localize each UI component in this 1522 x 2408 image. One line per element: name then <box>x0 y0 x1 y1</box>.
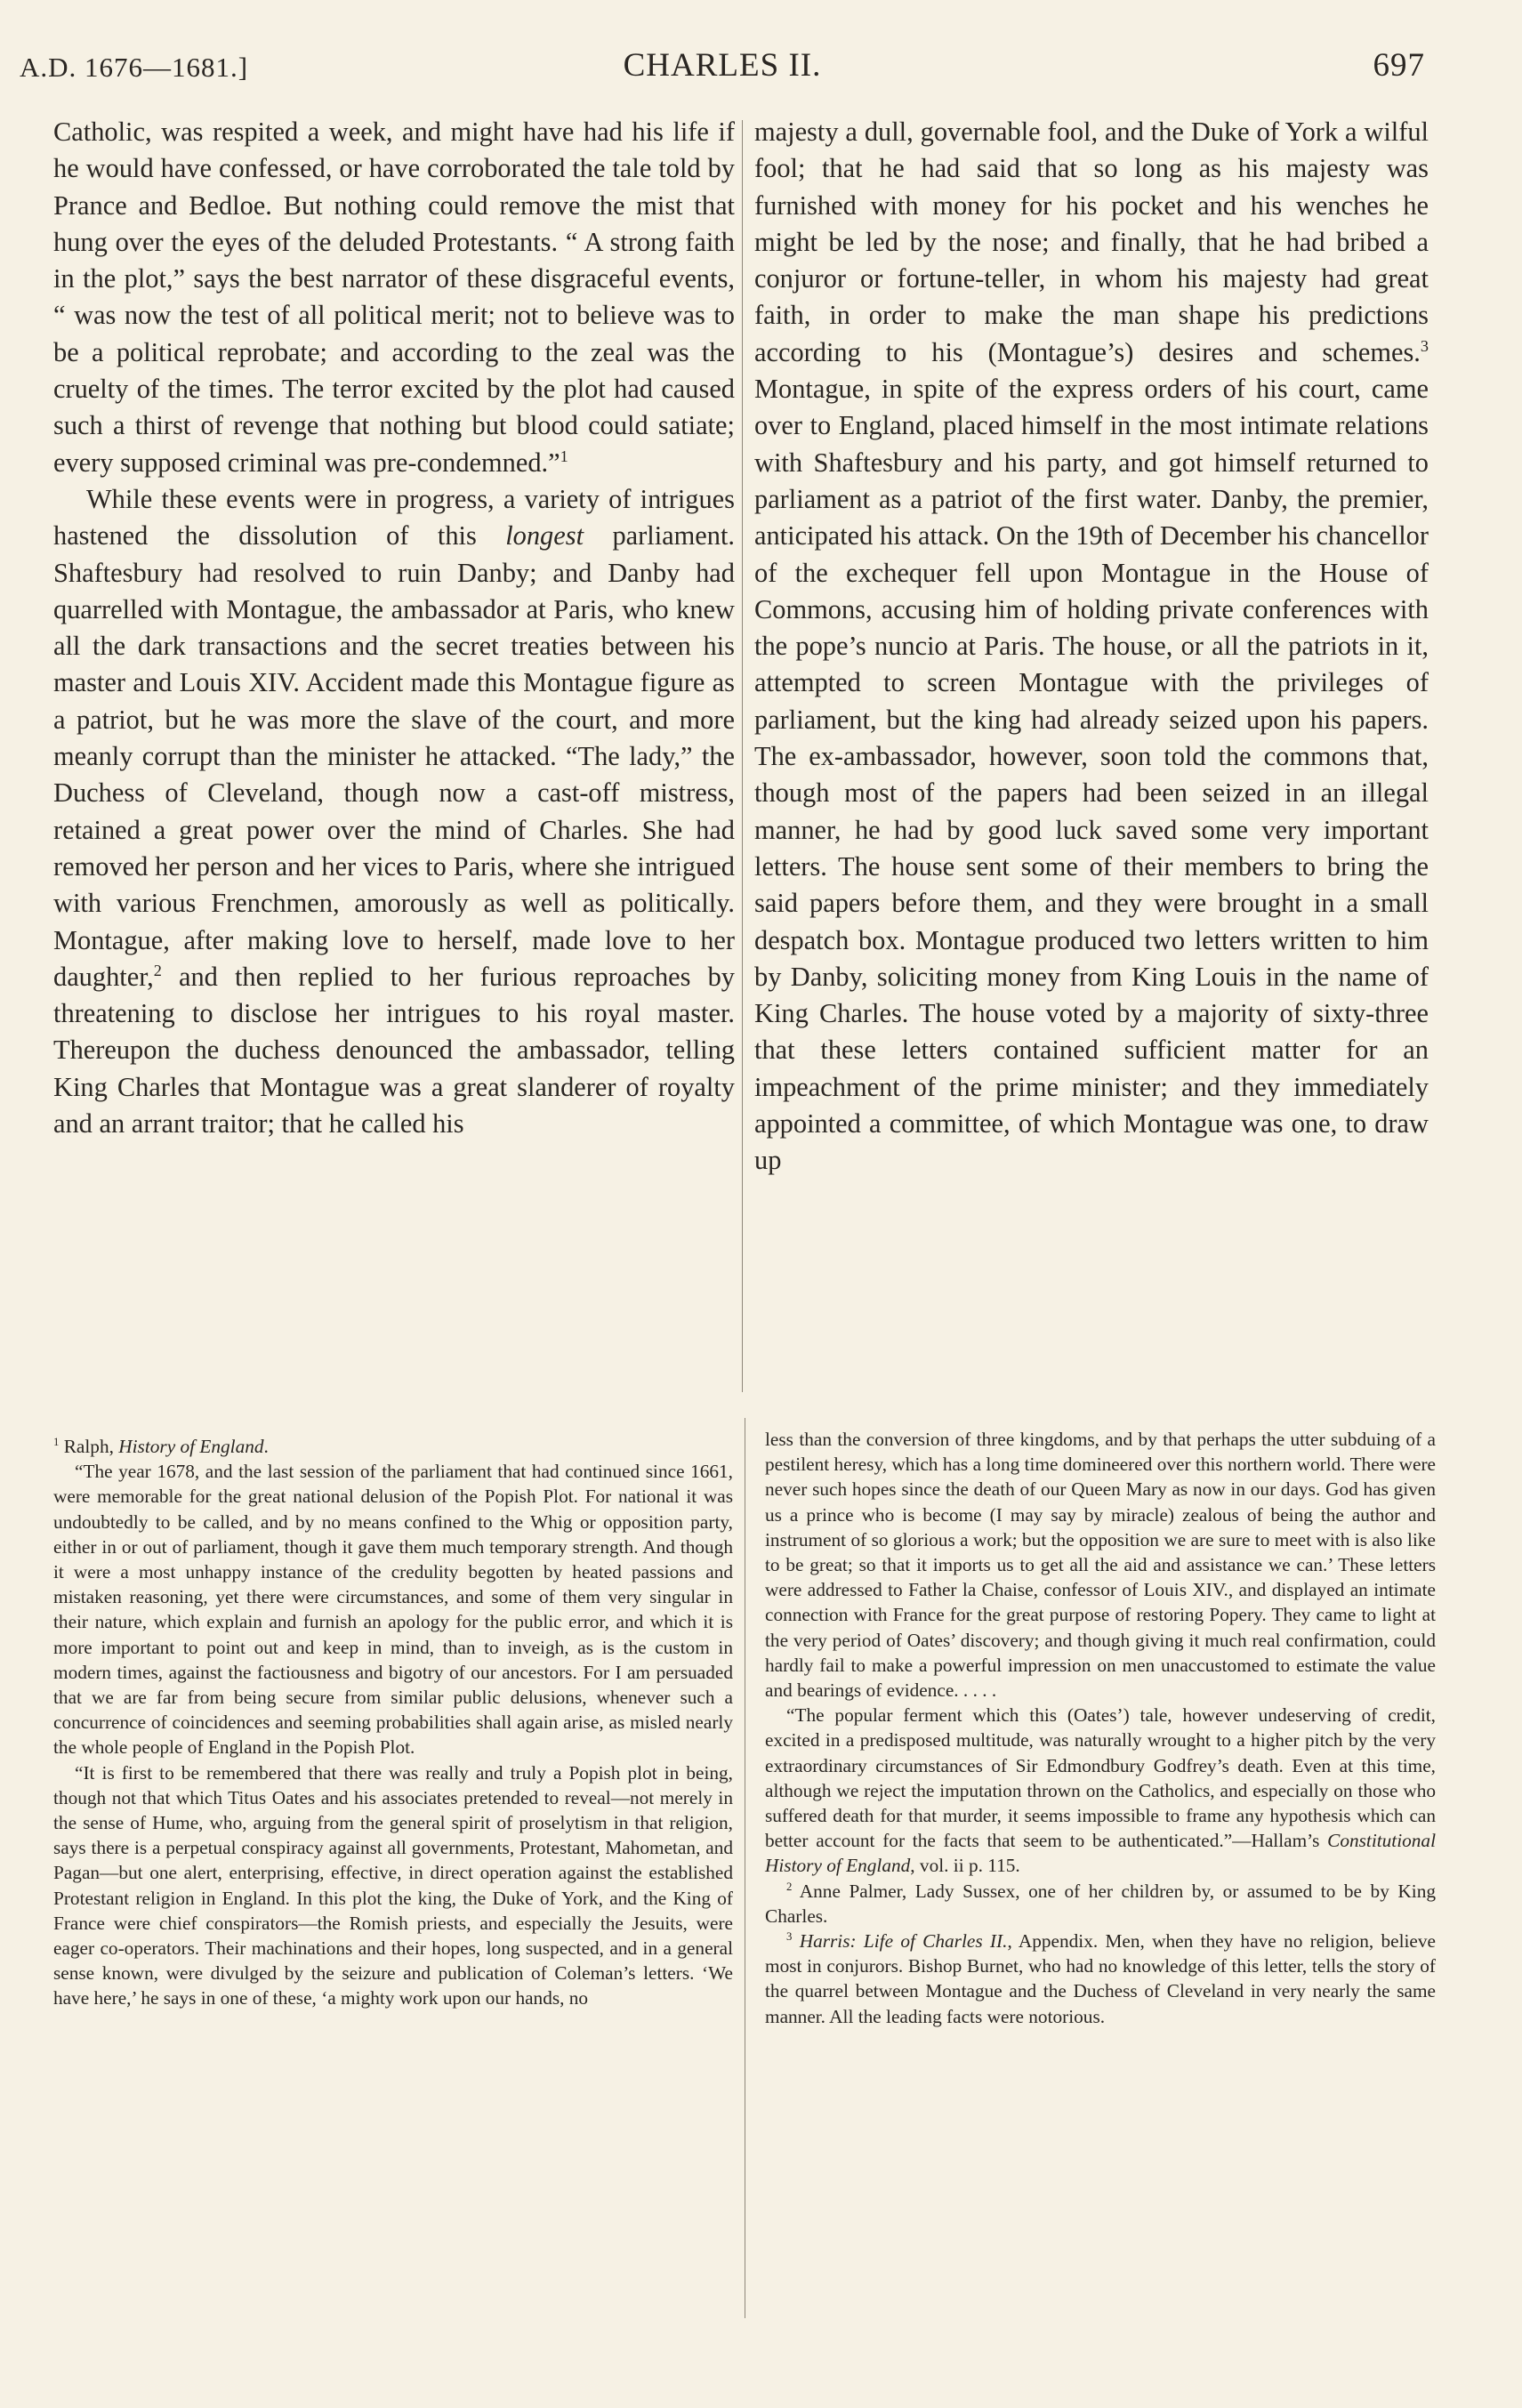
body-column-right <box>754 114 1429 1180</box>
header-title: CHARLES II. <box>623 47 822 84</box>
running-header <box>20 46 1425 91</box>
footnote-paragraph: “It is first to be remembered that there was really and truly a Popish plot in being, though not that which Titus Oates and his associates pretended to reveal—not merely in the sense of Hume, who, arguing from the general spirit of proselytism in that religion, says there is a perpetual conspiracy against all governments, Protestant, Mahometan, and Pagan—but one alert, enterprising, effective, in direct operation against the established Protestant religion in England. In this plot the king, the Duke of York, and the King of France were chief conspirators—the Romish priests, and especially the Jesuits, were eager co-operators. Their machinations and their hopes, long suspected, and in a general sense known, were divulged by the seizure and publication of Coleman’s letters. ‘We have here,’ he says in one of these, ‘a mighty work upon our hands, no <box>53 1761 733 2009</box>
footnote-ref: 1 <box>560 447 568 465</box>
column-divider <box>742 120 743 1392</box>
footnote: $^1$ Ralph, History of England. <box>53 1435 269 1457</box>
body-paragraph: Catholic, was respited a week, and might have had his life if he would have confessed, or have corroborated the tale told by Prance and Bedloe. But nothing could remove the mist that hung over the eyes of the deluded Protestants. “ A strong faith in the plot,” says the best narrator of these disgraceful events, “ was now the test of all political merit; not to believe was to be a political reprobate; and according to the zeal was the cruelty of the times. The terror excited by the plot had caused such a thirst of revenge that nothing but blood could satiate; every supposed criminal was pre-condemned.”$^1$ <box>53 117 735 478</box>
footnote: $^2$ Anne Palmer, Lady Sussex, one of her children by, or assumed to be by King Charles. <box>765 1880 1436 1927</box>
footnote-ref: 2 <box>153 961 162 979</box>
footnote-paragraph: “The popular ferment which this (Oates’) tale, however undeserving of credit, excited in a predisposed multitude, was naturally wrought to a higher pitch by the very extraordinary circumstances of Sir Edmondbury Godfrey’s death. Even at this time, although we reject the imputation thrown on the Catholics, and especially on those who suffered death for that murder, it seems impossible to frame any hypothesis which can better account for the facts that seem to be authenticated.”—Hallam’s Constitutional History of England, vol. ii p. 115. <box>765 1704 1436 1877</box>
footnote-number: 1 <box>53 1435 60 1448</box>
header-date-range: A.D. 1676—1681.] <box>20 52 249 83</box>
footnote-ref: 3 <box>1420 336 1429 355</box>
body-paragraph: majesty a dull, governable fool, and the Duke of York a wilful fool; that he had said that so long as his majesty was furnished with money for his pocket and his wenches he might be led by the nose; and finally, that he had bribed a conjuror or fortune-teller, in whom his majesty had great faith, in order to make the man shape his predictions according to his (Montague’s) desires and schemes.$^3$ Montague, in spite of the express orders of his court, came over to England, placed himself in the most intimate relations with Shaftesbury and his party, and got himself returned to parliament as a patriot of the first water. Danby, the premier, anticipated his attack. On the 19th of December his chancellor of the exchequer fell upon Montague in the House of Commons, accusing him of holding private conferences with the pope’s nuncio at Paris. The house, or all the patriots in it, attempted to screen Montague with the privileges of parliament, but the king had already seized upon his papers. The ex-ambassador, however, soon told the commons that, though most of the papers had been seized in an illegal manner, he had by good luck saved some very important letters. The house sent some of their members to bring the said papers before them, and they were brought in a small despatch box. Montague produced two letters written to him by Danby, soliciting money from King Louis in the name of King Charles. The house voted by a majority of sixty-three that these letters contained sufficient matter for an impeachment of the prime minister; and they immediately appointed a committee, of which Montague was one, to draw up <box>754 117 1429 1176</box>
body-paragraph: While these events were in progress, a variety of intrigues hastened the dissolution of this longest parliament. Shaftesbury had resolved to ruin Danby; and Danby had quarrelled with Montague, the ambassador at Paris, who knew all the dark transactions and the secret treaties between his master and Louis XIV. Accident made this Montague figure as a patriot, but he was more the slave of the court, and more meanly corrupt than the minister he attacked. “The lady,” the Duchess of Cleveland, though now a cast-off mistress, retained a great power over the mind of Charles. She had removed her person and her vices to Paris, where she intrigued with various Frenchmen, amorously as well as politically. Montague, after making love to herself, made love to her daughter,$^2$ and then replied to her furious reproaches by threatening to disclose her intrigues to his royal master. Thereupon the duchess denounced the ambassador, telling King Charles that Montague was a great slanderer of royalty and an arrant traitor; that he called his <box>53 483 735 1140</box>
footnote: $^3$ Harris: Life of Charles II., Appendix. Men, when they have no religion, believe most in conjurors. Bishop Burnet, who had no knowledge of this letter, tells the story of the quarrel between Montague and the Duchess of Cleveland in very nearly the same manner. All the leading facts were notorious. <box>765 1929 1436 2027</box>
footnote-number: 3 <box>786 1929 793 1943</box>
footnote-number: 2 <box>786 1880 793 1893</box>
body-column-left <box>53 114 735 1142</box>
footnotes-right <box>765 1427 1436 2029</box>
footnote-paragraph: “The year 1678, and the last session of the parliament that had continued since 1661, were memorable for the great national delusion of the Popish Plot. For national it was undoubtedly to be called, and by no means confined to the Whig or opposition party, either in or out of parliament, though it gave them much temporary strength. And though it were a most unhappy instance of the credulity begotten by heated passions and mistaken reasoning, yet there were circumstances, and some of them very singular in their nature, which explain and furnish an apology for the public error, and which it is more important to point out and keep in mind, than to inveigh, as is the custom in modern times, against the factiousness and bigotry of our ancestors. For I am persuaded that we are far from being secure from similar public delusions, whenever such a concurrence of coincidences and seeming probabilities shall again arise, as misled nearly the whole people of England in the Popish Plot. <box>53 1461 733 1759</box>
footnote-paragraph: less than the conversion of three kingdoms, and by that perhaps the utter subduing of a pestilent heresy, which has a long time domineered over this northern world. There were never such hopes since the death of our Queen Mary as now in our days. God has given us a prince who is become (I may say by miracle) zealous of being the author and instrument of so glorious a work; but the opposition we are sure to meet with is also like to be great; so that it imports us to get all the aid and assistance we can.’ These letters were addressed to Father la Chaise, confessor of Louis XIV., and displayed an intimate connection with France for the great purpose of restoring Popery. They came to light at the very period of Oates’ discovery; and though giving it much real confirmation, could hardly fail to make a powerful impression on men unaccustomed to estimate the value and bearings of evidence. . . . . <box>765 1429 1436 1702</box>
page-number: 697 <box>1373 47 1425 84</box>
footnotes-left <box>53 1434 733 2011</box>
